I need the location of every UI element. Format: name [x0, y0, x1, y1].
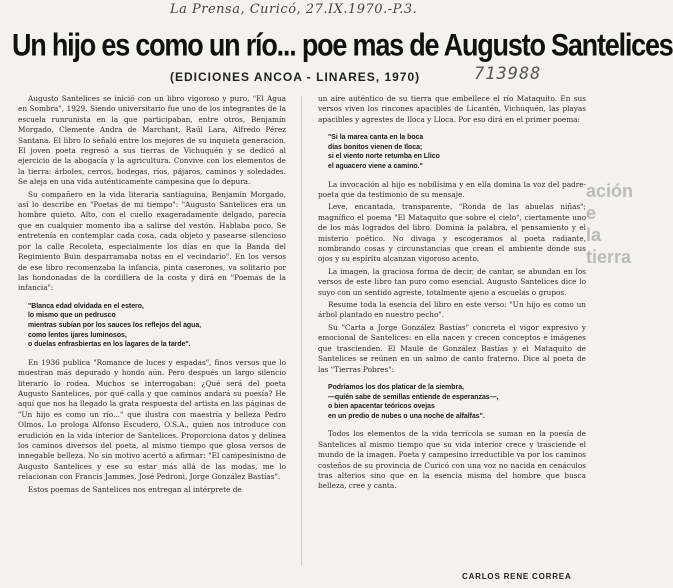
verse-line: si el viento norte retumba en Llico: [328, 153, 440, 161]
verse-line: Podríamos los dos platicar de la siembra,: [328, 383, 464, 391]
verse-line: como lentos ijares luminosos,: [28, 331, 127, 339]
verse-quote: [28, 302, 286, 350]
verse-line: en un predio de nubes o una noche de alfalfas".: [328, 412, 485, 420]
author-byline: CARLOS RENE CORREA: [462, 572, 572, 581]
article-column-right: [318, 94, 586, 494]
paragraph: La imagen, la graciosa forma de decir, de cantar, se abundan en los versos de este libro tan puro como esencial. Augusto Santelices dice lo suyo con un sentido agreste, totalmente ajeno a escuelas o grupos.: [318, 266, 586, 297]
verse-quote: [328, 383, 586, 421]
paragraph: Leve, encantada, transparente, "Ronda de las abuelas niñas"; magnífico el poema "El Mataquito que sobre el cielo", ciertamente uno de los más logrados del libro. Domina la palabra, el pensamiento y el misterio poético. No divaga y escogeramos al poeta radiante, nombrando cosas y circunstancias que crean el ambiente donde sus ojos y su espíritu alcanzan vigoroso acento.: [318, 202, 586, 264]
verse-line: "Si la marea canta en la boca: [328, 134, 424, 142]
verse-line: el aguacero viene a camino.": [328, 163, 423, 170]
verse-line: días bonitos vienen de Iloca;: [328, 143, 423, 151]
column-divider: [301, 96, 302, 566]
paragraph: La invocación al hijo es nobilísima y en ella domina la voz del padre-poeta que da testimonio de su mensaje.: [318, 179, 586, 199]
paragraph: un aire auténtico de su tierra que embellece el río Mataquito. En sus versos viven los rincones apacibles de Licantén, Vichuquén, las playas apacibles y agrestes de Iloca y Lloca. Por eso dirá en el primer poema:: [318, 94, 586, 124]
catalog-number-stamp: 713988: [474, 64, 542, 84]
verse-line: o bien apacentar teóricos ovejas: [328, 403, 435, 411]
article-headline: Un hijo es como un río... poe mas de Augusto Santelices: [12, 28, 673, 63]
bleed-through-text: ación e la tierra: [586, 181, 634, 267]
verse-line: "Blanca edad olvidada en el estero,: [28, 302, 144, 310]
paragraph: Su "Carta a Jorge González Bastías" concreta el vigor expresivo y emocional de Santelices: en ella nacen y crecen conceptos e imágenes que trascienden. El Maule de González Bastías y el Mataquito de Santelices se reúnen en un salmo de canto fraterno. Dice al poeta de las "Tierras Pobres":: [318, 322, 586, 374]
paragraph: Augusto Santelices se inició con un libro vigoroso y puro, "El Agua en Sombra", 1929. Siendo universitario fue uno de los integrantes de la escuela runrunista en la que participaban, entre otros, Benjamín Morgado, Clemente Andra de Marchant, Raúl Lara, Alfredo Pérez Santana. El libro lo señaló entre los mejores de su inquieta generación. El joven poeta regresó a sus tierras de Vichuquén y se dedicó al ejercicio de la abogacía y la agricultura. Convive con los elementos de la tierra: árboles, cerros, bodegas, ríos, pájaros, caminos y soledades. Se aleja en una vida auténticamente campesina que lo depura.: [18, 94, 286, 187]
paragraph: Todos los elementos de la vida terrícola se suman en la poesía de Santelices al mismo tiempo que su vida interior crece y trasciende el mundo de la imagen. Poeta y campesino irreductible va por los caminos costeños de su provincia de Curicó con una voz no nacida en cenáculos tras alterios sino que en la esencia misma del hombre que busca belleza, cree y canta.: [318, 429, 586, 491]
paragraph: Resume toda la esencia del libro en este verso: "Un hijo es como un árbol plantado en nuestro pecho".: [318, 300, 586, 320]
paragraph: Estos poemas de Santelices nos entregan al intérprete de: [28, 484, 242, 494]
verse-line: lo mismo que un pedrusco: [28, 312, 116, 320]
paragraph: Su compañero en la vida literaria santiaguina, Benjamín Morgado, así lo describe en "Poetas de mi tiempo": "Augusto Santelices era un hombre quieto. Alto, con el cuello exageradamente delgado, parecía que en cualquier momento iba a salirse del vestón. Hablaba poco. Se entretenía en contemplar cada cosa, cada objeto y pasearse silencioso por la calle Recoleta, especialmente los días en que la Banda del Regimiento Buin desparramaba notas en el vecindario". En los versos de ese libro recomenzaba la infancia, pinta caserones, va solitario por las hondonadas de la cordillera de la costa y dirá en "Poemas de la infancia":: [18, 189, 286, 293]
article-column-left: [18, 94, 286, 497]
verse-line: —quién sabe de semillas entiende de esperanzas—,: [328, 393, 499, 401]
handwritten-source-note: La Prensa, Curicó, 27.IX.1970.-P.3.: [170, 2, 418, 17]
verse-line: o duelas enfrasbiertas en los lagares de la tarde".: [28, 341, 191, 349]
verse-line: mientras subían por los sauces los reflejos del agua,: [28, 321, 202, 329]
verse-quote: [328, 133, 586, 171]
article-subhead: (EDICIONES ANCOA - LINARES, 1970): [170, 70, 421, 84]
paragraph: En 1936 publica "Romance de luces y espadas", finos versos que lo muestran más depurado y hondo aún. Pero después un largo silencio literario lo rodea. Muchos se interrogaban: ¿Qué será del poeta Augusto Santelices, por qué calla y que caminos andará su poesía? He aquí que nos ha llegado la grata respuesta del artista en las páginas de "Un hijo es como un río..." que ilustra con maestría y belleza Pedro Olmos. Lo prologa Alfonso Escudero, O.S.A., quien nos introduce con erudición en la vida interior de Santelices. Proporciona datos y delinea los caminos diversos del poeta, al mismo tiempo que glosa versos de innegable belleza. No sin motivo acertó a afirmar: "El campesinismo de Augusto Santelices y ese su estar más allá de las modas, me lo relacionan con Francis Jammes, José Pedroni, Jorge González Bastías".: [18, 357, 286, 482]
